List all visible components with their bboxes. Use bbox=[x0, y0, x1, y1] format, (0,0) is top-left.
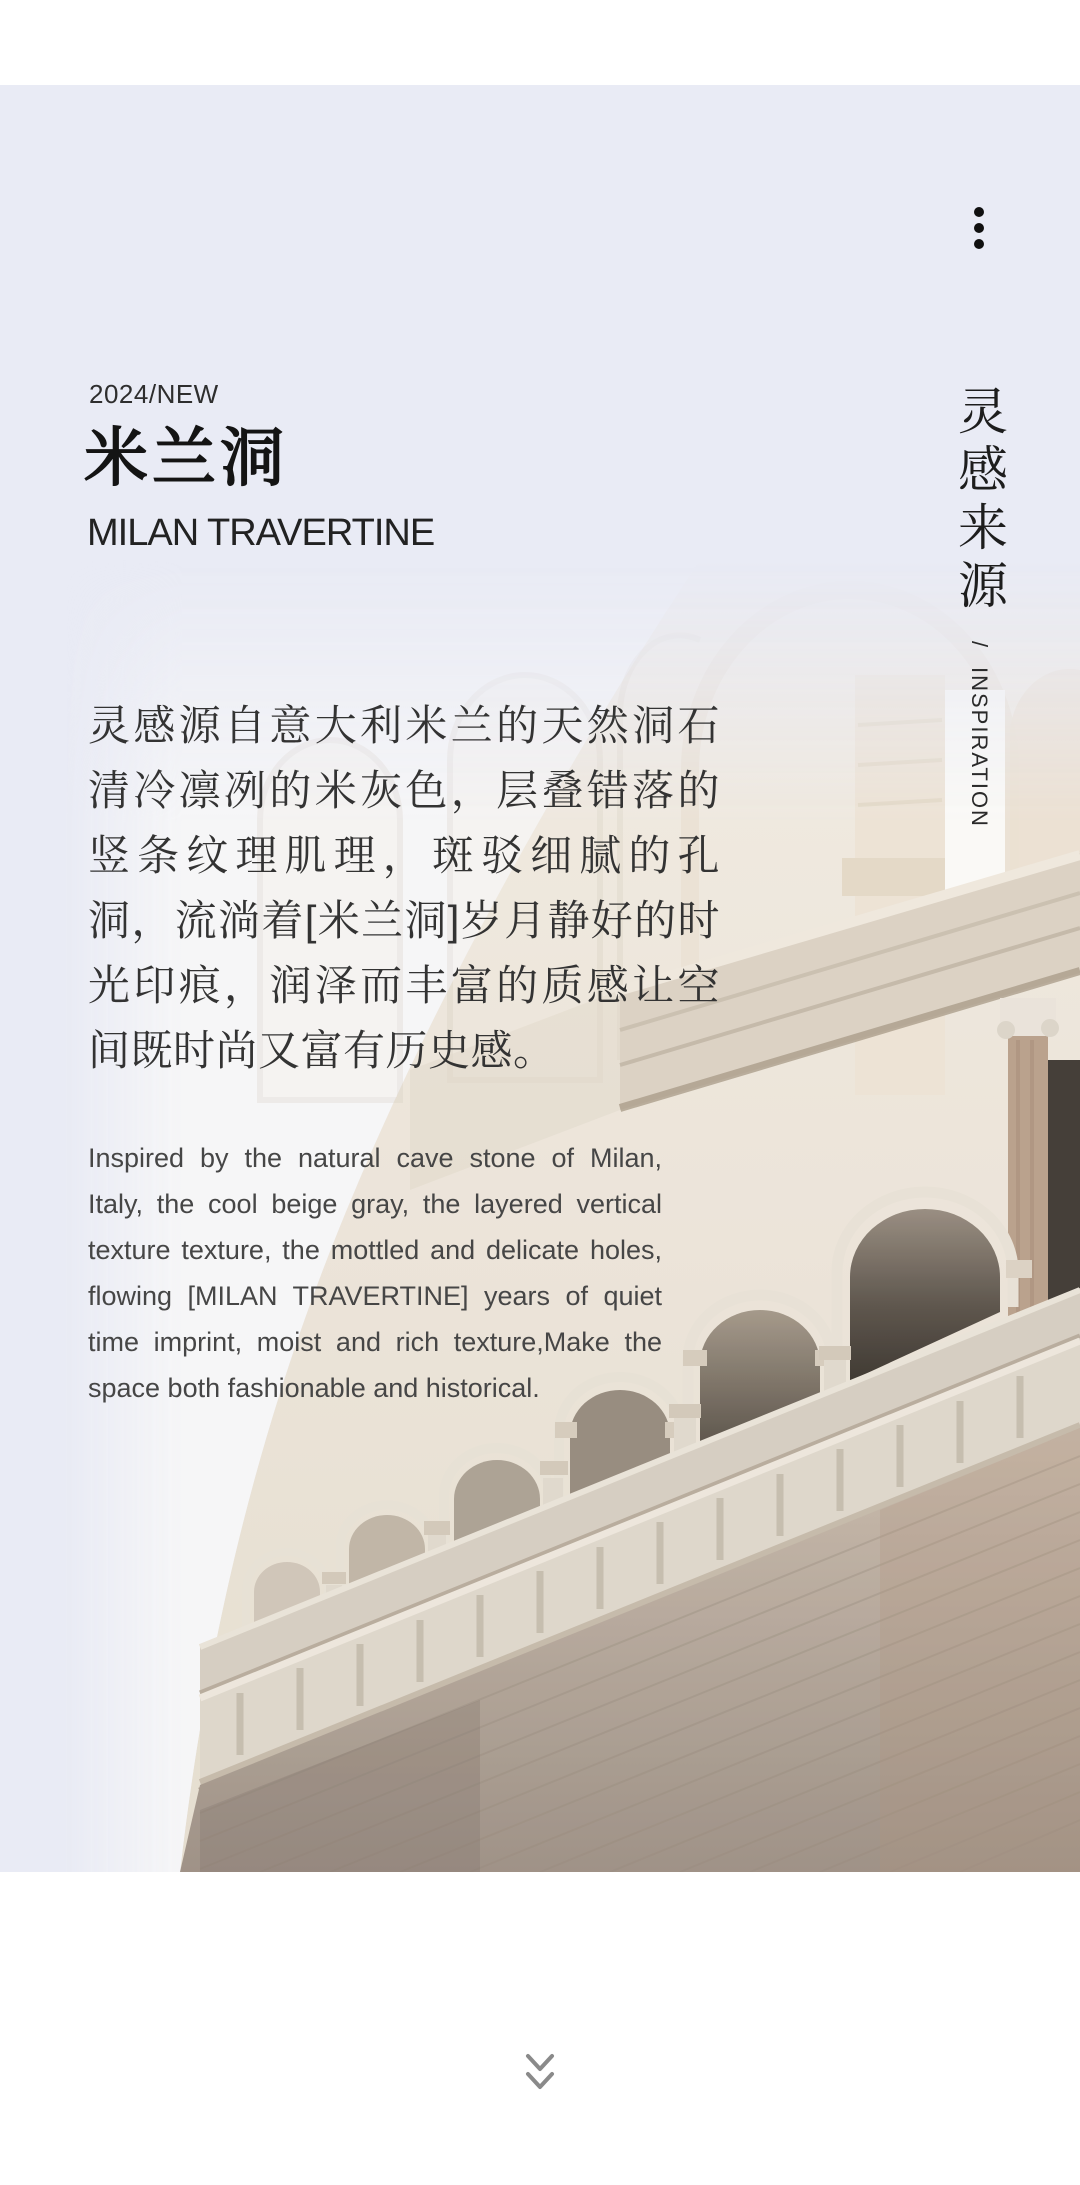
menu-dot-icon bbox=[974, 239, 984, 249]
side-label-en: INSPIRATION bbox=[967, 667, 992, 829]
bottom-margin-band bbox=[0, 1872, 1080, 2185]
page-title-en: MILAN TRAVERTINE bbox=[87, 512, 435, 554]
inspiration-card bbox=[0, 85, 1080, 1872]
menu-dot-icon bbox=[974, 223, 984, 233]
page-title-cn: 米兰洞 bbox=[84, 422, 288, 494]
side-label-cn: 灵感来源 bbox=[951, 385, 1007, 617]
side-label-divider: / bbox=[967, 641, 992, 650]
side-label-inspiration bbox=[948, 385, 1010, 945]
kebab-menu-button[interactable] bbox=[969, 207, 989, 253]
menu-dot-icon bbox=[974, 207, 984, 217]
top-margin-band bbox=[0, 0, 1080, 85]
inspiration-paragraph-en: Inspired by the natural cave stone of Milan, Italy, the cool beige gray, the layered vertical texture texture, the mottled and delicate holes, flowing [MILAN TRAVERTINE] years of quiet time imprint, moist and rich texture,Make the space both fashionable and historical. bbox=[88, 1143, 662, 1403]
inspiration-paragraph-cn: 灵感源自意大利米兰的天然洞石清冷凛冽的米灰色，层叠错落的竖条纹理肌理，斑驳细腻的孔洞，流淌着[米兰洞]岁月静好的时光印痕，润泽而丰富的质感让空间既时尚又富有历史感。 bbox=[88, 702, 720, 1074]
scroll-down-chevrons-icon[interactable] bbox=[518, 2050, 562, 2096]
release-badge: 2024/NEW bbox=[89, 379, 219, 409]
